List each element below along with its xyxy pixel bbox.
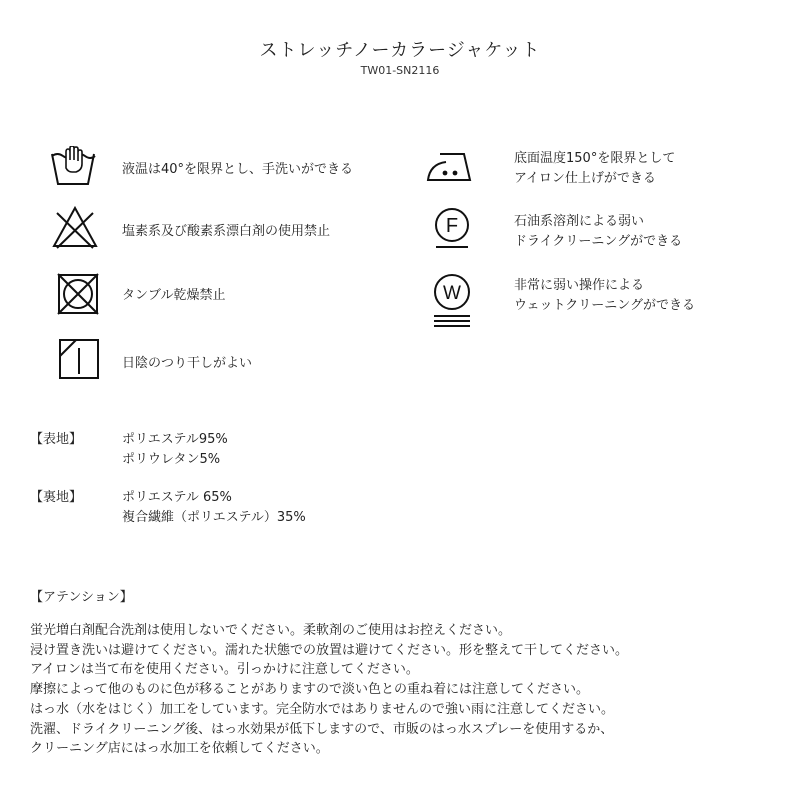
wash-text: 液温は40°を限界とし、手洗いができる: [122, 162, 354, 177]
outer-material-label: 【表地】: [30, 432, 83, 447]
no-bleach-icon: [52, 205, 98, 249]
wet-clean-w-icon: [430, 272, 474, 328]
attention-line: クリーニング店にはっ水加工を依頼してください。: [30, 741, 329, 757]
lining-material-list: [122, 488, 306, 528]
attention-line: 蛍光増白剤配合洗剤は使用しないでください。柔軟剤のご使用はお控えください。: [30, 623, 512, 638]
no-bleach-text: 塩素系及び酸素系漂白剤の使用禁止: [122, 224, 331, 239]
attention-list: [30, 621, 628, 759]
dry-clean-text-line-2: ドライクリーニングができる: [514, 234, 683, 249]
product-title: ストレッチノーカラージャケット: [259, 40, 541, 61]
dry-clean-f-icon: [432, 207, 472, 249]
dry-clean-text: [514, 212, 682, 252]
no-tumble-text: タンブル乾燥禁止: [122, 288, 226, 303]
iron-text-line-1: 底面温度150°を限界として: [514, 151, 676, 166]
attention-heading: 【アテンション】: [30, 590, 133, 605]
dry-clean-text-line-1: 石油系溶剤による弱い: [514, 214, 645, 229]
lining-material-line: 複合繊維（ポリエステル）35%: [122, 510, 306, 525]
attention-line: アイロンは当て布を使用ください。引っかけに注意してください。: [30, 662, 419, 678]
product-sku: TW01-SN2116: [360, 64, 440, 77]
wet-clean-text-line-1: 非常に弱い操作による: [514, 278, 645, 293]
lining-material-label: 【裏地】: [30, 490, 83, 505]
attention-line: 洗濯、ドライクリーニング後、はっ水効果が低下しますので、市販のはっ水スプレーを使用するか、: [30, 721, 614, 737]
wet-clean-text: [514, 276, 695, 316]
hand-wash-40-icon: [50, 146, 96, 188]
attention-line: はっ水（水をはじく）加工をしています。完全防水ではありませんので強い雨に注意してください。: [30, 701, 614, 717]
dry-clean-letter: F: [445, 215, 459, 237]
shade-dry-text: 日陰のつり干しがよい: [122, 356, 253, 371]
outer-material-line: ポリエステル95%: [122, 432, 228, 447]
no-tumble-dry-icon: [56, 272, 100, 316]
attention-line: 浸け置き洗いは避けてください。濡れた状態での放置は避けてください。形を整えて干してください。: [30, 642, 629, 658]
outer-material-line: ポリウレタン5%: [122, 452, 221, 467]
wet-clean-text-line-2: ウェットクリーニングができる: [514, 298, 695, 313]
iron-text-line-2: アイロン仕上げができる: [514, 171, 656, 186]
iron-150-icon: [426, 148, 474, 184]
lining-material-line: ポリエステル 65%: [122, 490, 232, 505]
shade-line-dry-icon: [58, 338, 100, 380]
attention-line: 摩擦によって他のものに色が移ることがありますので淡い色との重ね着には注意してください。: [30, 682, 590, 698]
iron-text: [514, 149, 675, 189]
wet-clean-letter: W: [443, 283, 461, 304]
outer-material-list: [122, 430, 228, 470]
